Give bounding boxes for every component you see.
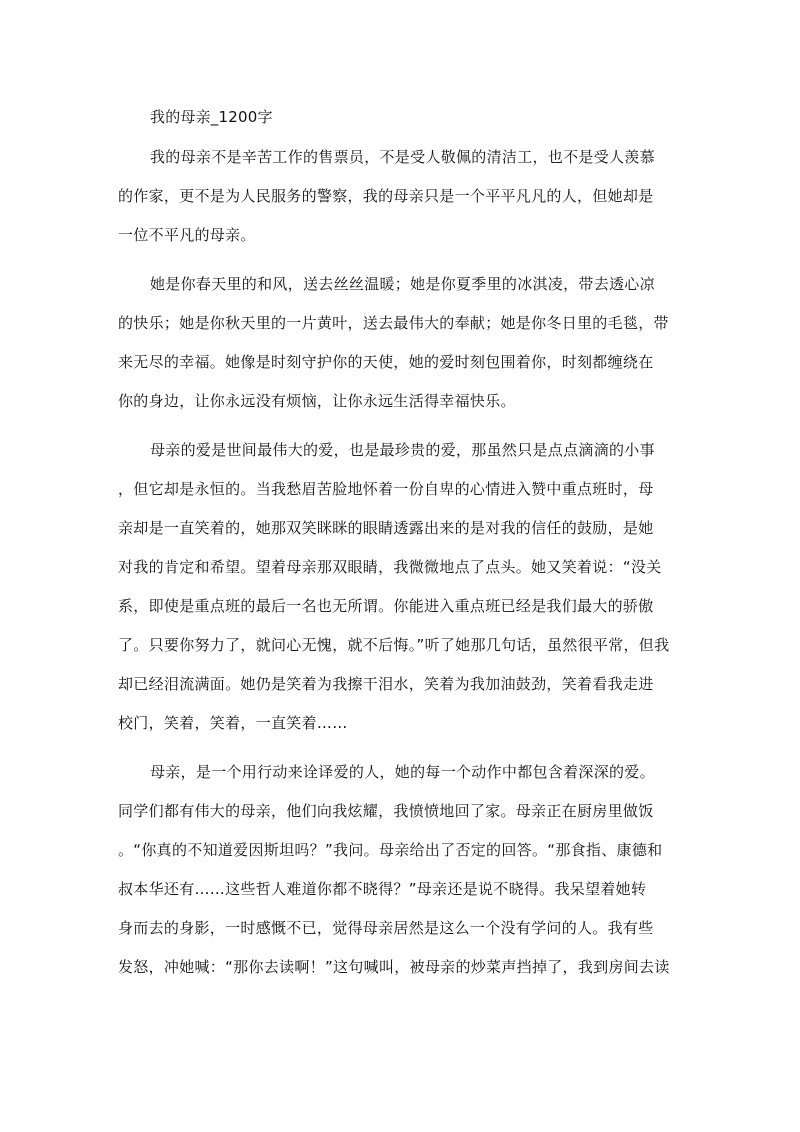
- paragraph-2-line-4: 你的身边，让你永远没有烦恼，让你永远生活得幸福快乐。: [118, 392, 516, 410]
- paragraph-3-line-5: 系，即使是重点班的最后一名也无所谓。你能进入重点班已经是我们最大的骄傲: [118, 597, 654, 615]
- paragraph-4-line-6: 发怒，冲她喊：“那你去读啊！”这句喊叫，被母亲的炒菜声挡掉了，我到房间去读: [118, 958, 670, 976]
- paragraph-3-line-8: 校门，笑着，笑着，一直笑着……: [118, 714, 348, 732]
- paragraph-4-line-4: 叔本华还有……这些哲人难道你都不晓得？”母亲还是说不晓得。我呆望着她转: [118, 880, 647, 898]
- paragraph-3-line-1: 母亲的爱是世间最伟大的爱，也是最珍贵的爱，那虽然只是点点滴滴的小事: [150, 441, 655, 459]
- paragraph-3-line-3: 亲却是一直笑着的，她那双笑眯眯的眼睛透露出来的是对我的信任的鼓励，是她: [118, 519, 654, 537]
- paragraph-1-line-1: 我的母亲不是辛苦工作的售票员，不是受人敬佩的清洁工，也不是受人羡慕: [150, 148, 655, 166]
- paragraph-2-line-2: 的快乐；她是你秋天里的一片黄叶，送去最伟大的奉献；她是你冬日里的毛毯，带: [118, 314, 669, 332]
- paragraph-2-line-3: 来无尽的幸福。她像是时刻守护你的天使，她的爱时刻包围着你，时刻都缠绕在: [118, 353, 654, 371]
- paragraph-4-line-5: 身而去的身影，一时感慨不已，觉得母亲居然是这么一个没有学问的人。我有些: [118, 919, 654, 937]
- paragraph-3-line-4: 对我的肯定和希望。望着母亲那双眼睛，我微微地点了点头。她又笑着说：“没关: [118, 558, 662, 576]
- paragraph-4-line-2: 同学们都有伟大的母亲，他们向我炫耀，我愤愤地回了家。母亲正在厨房里做饭: [118, 802, 654, 820]
- paragraph-2-line-1: 她是你春天里的和风，送去丝丝温暖；她是你夏季里的冰淇凌，带去透心凉: [150, 275, 655, 293]
- paragraph-3-line-6: 了。只要你努力了，就问心无愧，就不后悔。”听了她那几句话，虽然很平常，但我: [118, 636, 670, 654]
- paragraph-1-line-2: 的作家，更不是为人民服务的警察，我的母亲只是一个平平凡凡的人，但她却是: [118, 187, 654, 205]
- paragraph-3-line-2: ，但它却是永恒的。当我愁眉苦脸地怀着一份自卑的心情进入赞中重点班时，母: [118, 480, 654, 498]
- paragraph-1-line-3: 一位不平凡的母亲。: [118, 226, 256, 244]
- paragraph-3-line-7: 却已经泪流满面。她仍是笑着为我擦干泪水，笑着为我加油鼓劲，笑着看我走进: [118, 675, 654, 693]
- paragraph-4-line-3: 。“你真的不知道爱因斯坦吗？”我问。母亲给出了否定的回答。“那食指、康德和: [118, 841, 663, 859]
- document-title: 我的母亲_1200字: [150, 108, 273, 126]
- paragraph-4-line-1: 母亲，是一个用行动来诠译爱的人，她的每一个动作中都包含着深深的爱。: [150, 763, 655, 781]
